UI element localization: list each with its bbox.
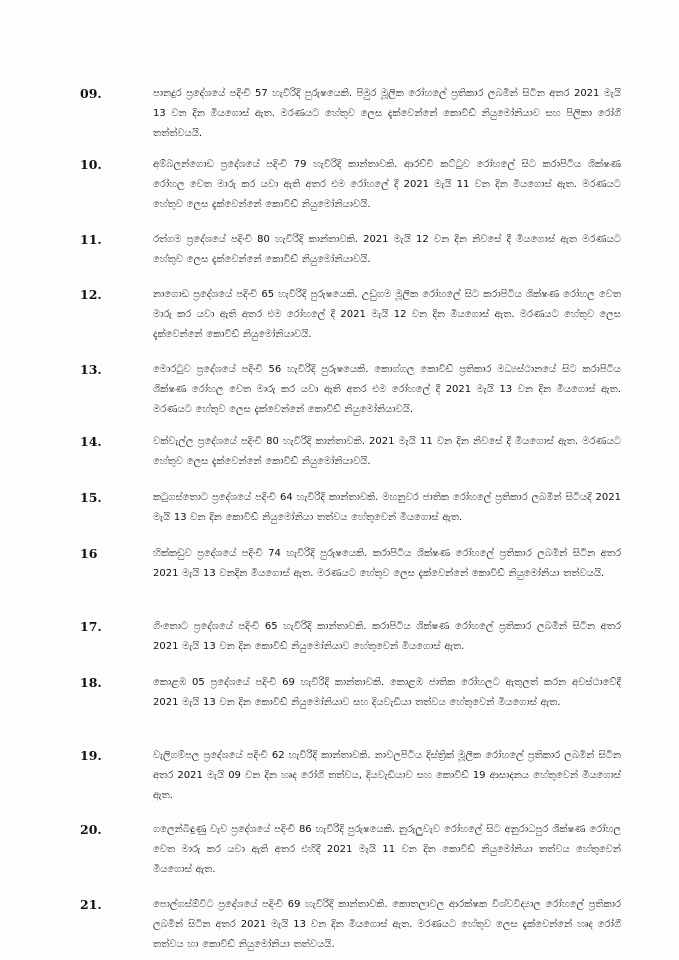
item-number: 18.	[80, 675, 102, 690]
item-number: 15.	[80, 490, 102, 505]
item-number: 16	[80, 546, 98, 561]
item-text: අම්බලන්ගොඩ ප්‍රදේශයේ පදිංචි 79 හැවිරිදි කාන්තාවකි. ආරච්චි කට්ටුව රෝහලේ සිට කරාපිටිය ශික්ෂණ රෝහල වෙත මාරු කර යවා ඇති අතර එම රෝහලේ දී 2021 මැයි 11 වන දින මියගොස් ඇත. මරණයට හේතුව ලෙස දැක්වෙන්නේ කොවිඩ් නියුමෝනියාවයි.	[153, 159, 621, 210]
item-number: 19.	[80, 748, 102, 763]
item-number: 11.	[80, 232, 102, 247]
item-text: වැලිගම්පල ප්‍රදේශයේ පදිංචි 62 හැවිරිදි කාන්තාවකි. නාවලපිටිය දිස්ත්‍රික් මූලික රෝහලේ ප්‍රතිකාර ලබමින් සිටින අතර 2021 මැයි 09 වන දින හෘද රෝගී තත්වය, දියවැඩියාව සහ කොවිඩ් 19 ආසාදනය හේතුවෙන් මියගොස් ඇත.	[153, 750, 621, 801]
item-text: කොළඹ 05 ප්‍රදේශයේ පදිංචි 69 හැවිරිදි කාන්තාවකි. කොළඹ ජාතික රෝහලට ඇතුලත් කරන අවස්ථාවේදී 2021 මැයි 13 වන දින කොවිඩ් නියුමෝනියාව සහ දියවැඩියා තත්වය හේතුවෙන් මියගොස් ඇත.	[153, 677, 621, 708]
item-text: කටුගස්තොට ප්‍රදේශයේ පදිංචි 64 හැවිරිදි කාන්තාවකි. මහනුවර ජාතික රෝහලේ ප්‍රතිකාර ලබමින් සිටියදී 2021 මැයි 13 වන දින කොවිඩ් නියුමෝනියා තත්වය හේතුවෙන් මියගොස් ඇත.	[153, 492, 621, 523]
item-number: 20.	[80, 822, 102, 837]
item-number: 12.	[80, 287, 102, 302]
item-text: පානදුර ප්‍රදේශයේ පදිංචි 57 හැවිරිදි පුරුෂයෙකි. පිමුර මූලික රෝහලේ ප්‍රතිකාර ලබමින් සිටින අතර 2021 මැයි 13 වන දින මියගොස් ඇත. මරණයට හේතුව ලෙස දැක්වෙන්නේ කොවිඩ් නියුමෝනියාව සහ පිලිකා රෝගී තත්ත්වයයි.	[153, 88, 621, 139]
item-text: රත්ගම ප්‍රදේශයේ පදිංචි 80 හැවිරිදි කාන්තාවකි. 2021 මැයි 12 වන දින නිවසේ දී මියගොස් ඇත මරණයට හේතුව ලෙස දැක්වෙන්නේ කොවිඩ් නියුමෝනියාවයි.	[153, 234, 621, 265]
item-number: 13.	[80, 362, 102, 377]
item-text: පොල්ගස්ඕවිට ප්‍රදේශයේ පදිංචි 69 හැවිරිදි කාන්තාවකි. කොතලාවල ආරක්ෂක විශ්වවිද්‍යාල රෝහලේ ප්‍රතිකාර ලබමින් සිටින අතර 2021 මැයි 13 වන දින මියගොස් ඇත. මරණයට හේතුව ලෙස දැක්වෙන්නේ හෘද රෝගී තත්වය හා කොවිඩ් නියුමෝනියා තත්වයයි.	[153, 899, 621, 950]
item-text: ගිංතොට ප්‍රදේශයේ පදිංචි 65 හැවිරිදි කාන්තාවකි. කරාපිටිය ශික්ෂණ රෝහලේ ප්‍රතිකාර ලබමින් සිටින අතර 2021 මැයි 13 වන දින කොවිඩ් නියුමෝනියාව හේතුවෙන් මියගොස් ඇත.	[153, 621, 621, 652]
item-number: 14.	[80, 434, 102, 449]
item-number: 09.	[80, 86, 102, 101]
item-number: 17.	[80, 619, 102, 634]
item-text: හික්කඩුව ප්‍රදේශයේ පදිංචි 74 හැවිරිදි පුරුෂයෙකි. කරාපිටිය ශික්ෂණ රෝහලේ ප්‍රතිකාර ලබමින් සිටින අතර 2021 මැයි 13 වනදින මියගොස් ඇත. මරණයට හේතුව ලෙස දැක්වෙන්නේ කොවිඩ් නියුමෝනියා තත්වයයි.	[153, 548, 621, 579]
item-text: නාගොඩ ප්‍රදේශයේ පදිංචි 65 හැවිරිදි පුරුෂයෙකි. උඩුගම මූලික රෝහලේ සිට කරාපිටිය ශික්ෂණ රෝහල වෙත මාරු කර යවා ඇති අතර එම රෝහලේ දී 2021 මැයි 12 වන දින මියගොස් ඇත. මරණයට හේතුව ලෙස දැක්වෙන්නේ කොවිඩ් නියුමෝනියාවයි.	[153, 289, 621, 340]
item-number: 21.	[80, 897, 102, 912]
item-text: ගලෙන්බිඳුණු වැව ප්‍රදේශයේ පදිංචි 86 හැවිරිදි පුරුෂයෙකි. නුරුලුවැව රෝහලේ සිට අනුරාධපුර ශික්ෂණ රෝහල වෙත මාරු කර යවා ඇති අතර එහිදී 2021 මැයි 11 වන දින කොවිඩ් නියුමෝනියා තත්වය හේතුවෙන් මියගොස් ඇත.	[153, 824, 621, 875]
item-text: වක්වැල්ල ප්‍රදේශයේ පදිංචි 80 හැවිරිදි කාන්තාවකි. 2021 මැයි 11 වන දින නිවසේ දී මියගොස් ඇත. මරණයට හේතුව ලෙස දැක්වෙන්නේ කොවිඩ් නියුමෝනියාවයි.	[153, 436, 621, 467]
item-text: මොරටුව ප්‍රදේශයේ පදිංචි 56 හැවිරිදි පුරුෂයෙකි. කොග්ගල කොවිඩ් ප්‍රතිකාර මධ්‍යස්ථානයේ සිට කරාපිටිය ශික්ෂණ රෝහල වෙත මාරු කර යවා ඇති අතර එම රෝහලේ දී 2021 මැයි 13 වන දින මියගොස් ඇත. මරණයට හේතුව ලෙස දැක්වෙන්නේ කොවිඩ් නියුමෝනියාවයි.	[153, 364, 621, 415]
item-number: 10.	[80, 157, 102, 172]
